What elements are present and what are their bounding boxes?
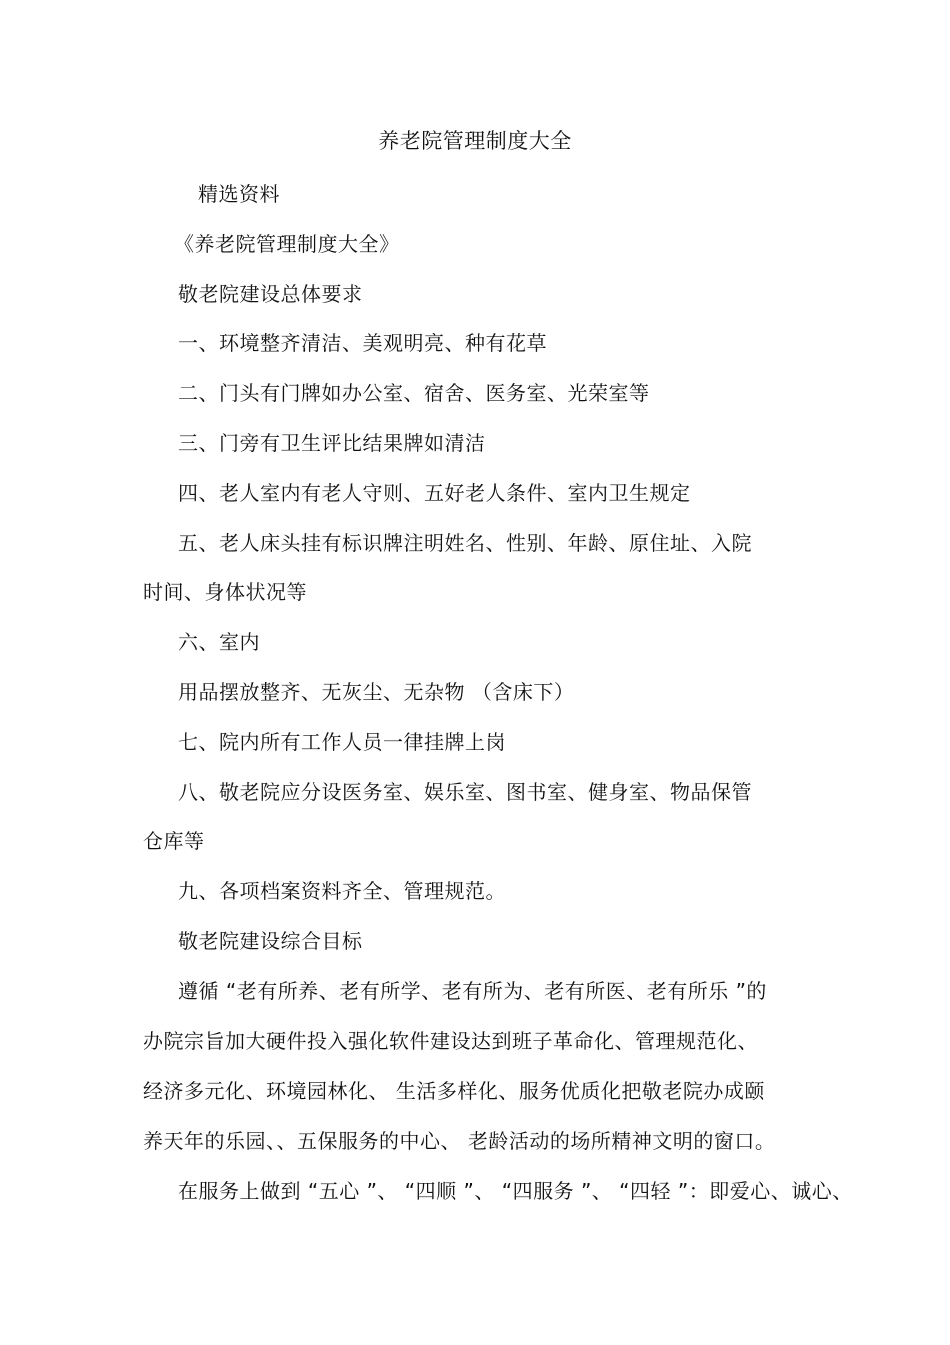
paragraph-line: 办院宗旨加大硬件投入强化软件建设达到班子革命化、管理规范化、 (143, 1029, 758, 1053)
paragraph-line: 在服务上做到 “五心 ”、 “四顺 ”、 “四服务 ”、 “四轻 ”：即爱心、诚心、 (178, 1179, 853, 1203)
list-item-continuation: 时间、身体状况等 (143, 580, 307, 604)
section-heading-requirements: 敬老院建设总体要求 (178, 282, 363, 306)
paragraph-line: 养天年的乐园、、五保服务的中心、 老龄活动的场所精神文明的窗口。 (143, 1129, 776, 1153)
document-title: 养老院管理制度大全 (378, 129, 572, 153)
list-item: 五、老人床头挂有标识牌注明姓名、性别、年龄、原住址、入院 (178, 531, 752, 555)
list-item-continuation: 用品摆放整齐、无灰尘、无杂物 （含床下） (178, 680, 575, 704)
list-item: 六、室内 (178, 630, 260, 654)
list-item: 一、环境整齐清洁、美观明亮、种有花草 (178, 331, 547, 355)
paragraph-line: 经济多元化、环境园林化、 生活多样化、服务优质化把敬老院办成颐 (143, 1079, 765, 1103)
section-heading-goals: 敬老院建设综合目标 (178, 929, 363, 953)
source-label: 精选资料 (198, 182, 280, 206)
list-item: 九、各项档案资料齐全、管理规范。 (178, 879, 506, 903)
list-item: 三、门旁有卫生评比结果牌如清洁 (178, 431, 486, 455)
book-title: 《养老院管理制度大全》 (174, 232, 400, 256)
list-item: 二、门头有门牌如办公室、宿舍、医务室、光荣室等 (178, 381, 650, 405)
list-item-continuation: 仓库等 (143, 829, 205, 853)
list-item: 八、敬老院应分设医务室、娱乐室、图书室、健身室、物品保管 (178, 780, 752, 804)
list-item: 七、院内所有工作人员一律挂牌上岗 (178, 730, 506, 754)
paragraph-line: 遵循 “老有所养、老有所学、老有所为、老有所医、老有所乐 ”的 (178, 979, 767, 1003)
list-item: 四、老人室内有老人守则、五好老人条件、室内卫生规定 (178, 481, 691, 505)
